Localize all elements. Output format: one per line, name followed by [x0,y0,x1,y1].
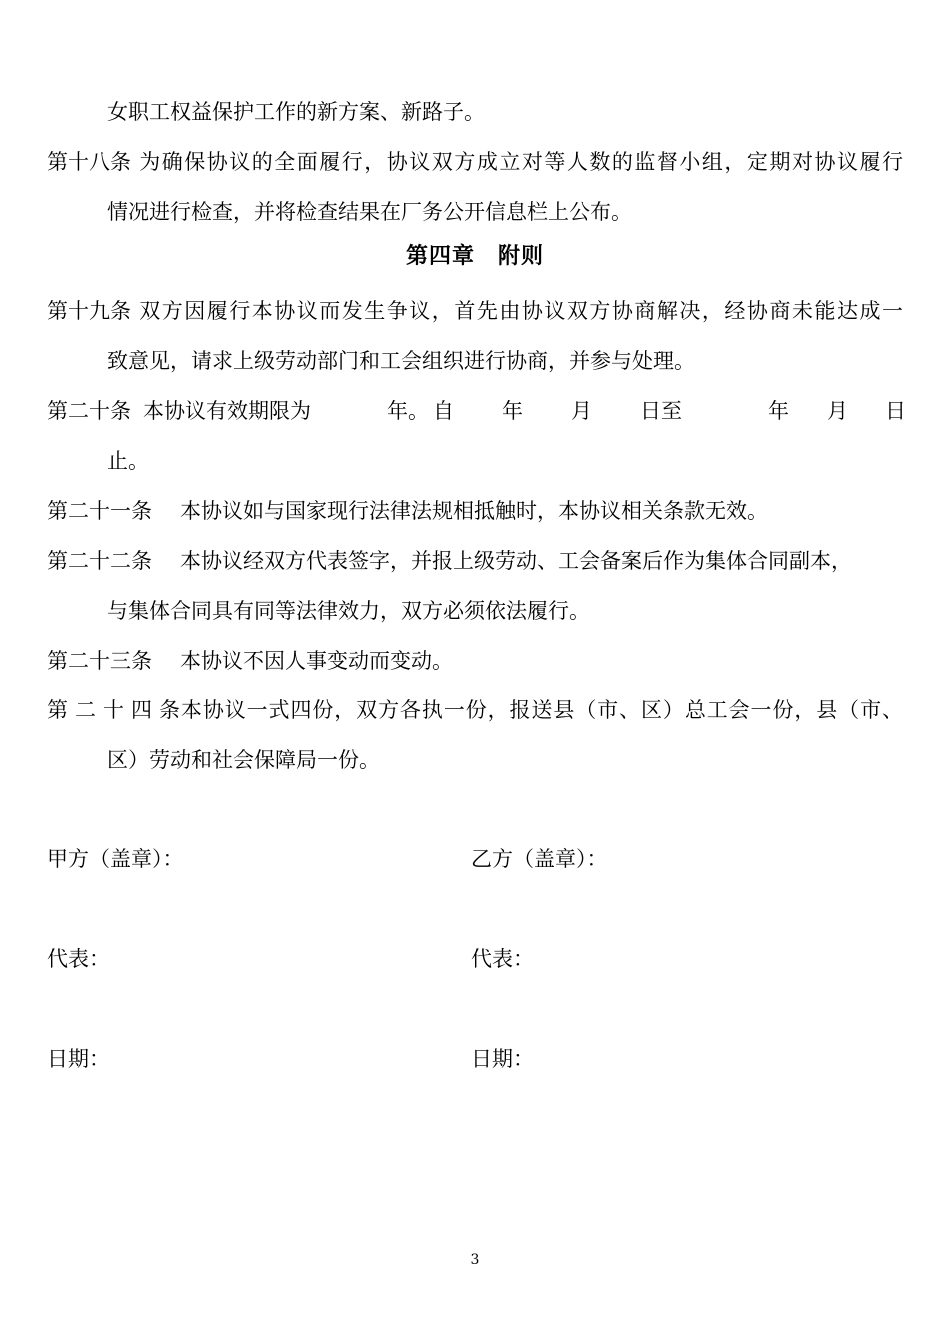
article-21-line-1 [47,496,768,526]
article-20-label: 第二十条 [47,399,131,423]
article-23-text: 本协议不因人事变动而变动。 [180,649,453,673]
party-b-date-label: 日期： [471,1047,534,1071]
article-24-label: 第二十四条 [47,698,180,722]
article-23-line-1 [47,646,453,676]
article-20-month: 月 [571,399,592,423]
article-20-year: 年 [502,399,523,423]
article-19-label: 第十九条 [47,299,131,323]
article-18-text-1: 为确保协议的全面履行，协议双方成立对等人数的监督小组，定期对协议履行 [139,150,903,174]
article-18-line-2: 情况进行检查，并将检查结果在厂务公开信息栏上公布。 [107,200,632,224]
article-24-line-1 [47,695,903,725]
article-23-label: 第二十三条 [47,649,152,673]
article-19-text-1: 双方因履行本协议而发生争议，首先由协议双方协商解决，经协商未能达成一 [139,299,903,323]
article-22-line-1 [47,546,852,576]
article-20-from: 自 [433,399,454,423]
article-21-text: 本协议如与国家现行法律法规相抵触时，本协议相关条款无效。 [180,499,768,523]
article-20-unit-year: 年。 [387,399,429,423]
article-18-label: 第十八条 [47,150,131,174]
article-20-text: 本协议有效期限为 [143,399,311,423]
article-24-text-1: 本协议一式四份，双方各执一份，报送县（市、区）总工会一份，县（市、 [180,698,903,722]
article-20-line-1 [47,396,905,426]
article-22-label: 第二十二条 [47,549,152,573]
party-a-seal-label: 甲方（盖章）： [47,847,184,871]
party-b-seal-label: 乙方（盖章）： [471,847,608,871]
article-22-line-2: 与集体合同具有同等法律效力，双方必须依法履行。 [107,599,590,623]
party-a-representative-label: 代表： [47,947,110,971]
continuation-text: 女职工权益保护工作的新方案、新路子。 [107,100,485,124]
article-21-label: 第二十一条 [47,499,152,523]
article-20-year-2: 年 [768,399,789,423]
article-24-line-2: 区）劳动和社会保障局一份。 [107,748,380,772]
article-20-line-2: 止。 [107,449,149,473]
article-20-day-to: 日至 [640,399,682,423]
chapter-title: 第四章 附则 [405,244,544,269]
article-22-text-1: 本协议经双方代表签字，并报上级劳动、工会备案后作为集体合同副本， [180,549,852,573]
article-18-line-1 [47,147,903,177]
party-b-representative-label: 代表： [471,947,534,971]
page-number: 3 [470,1252,480,1268]
article-19-line-2: 致意见，请求上级劳动部门和工会组织进行协商，并参与处理。 [107,349,695,373]
article-19-line-1 [47,296,903,326]
article-20-month-2: 月 [827,399,848,423]
article-20-day-2: 日 [885,399,906,423]
party-a-date-label: 日期： [47,1047,110,1071]
